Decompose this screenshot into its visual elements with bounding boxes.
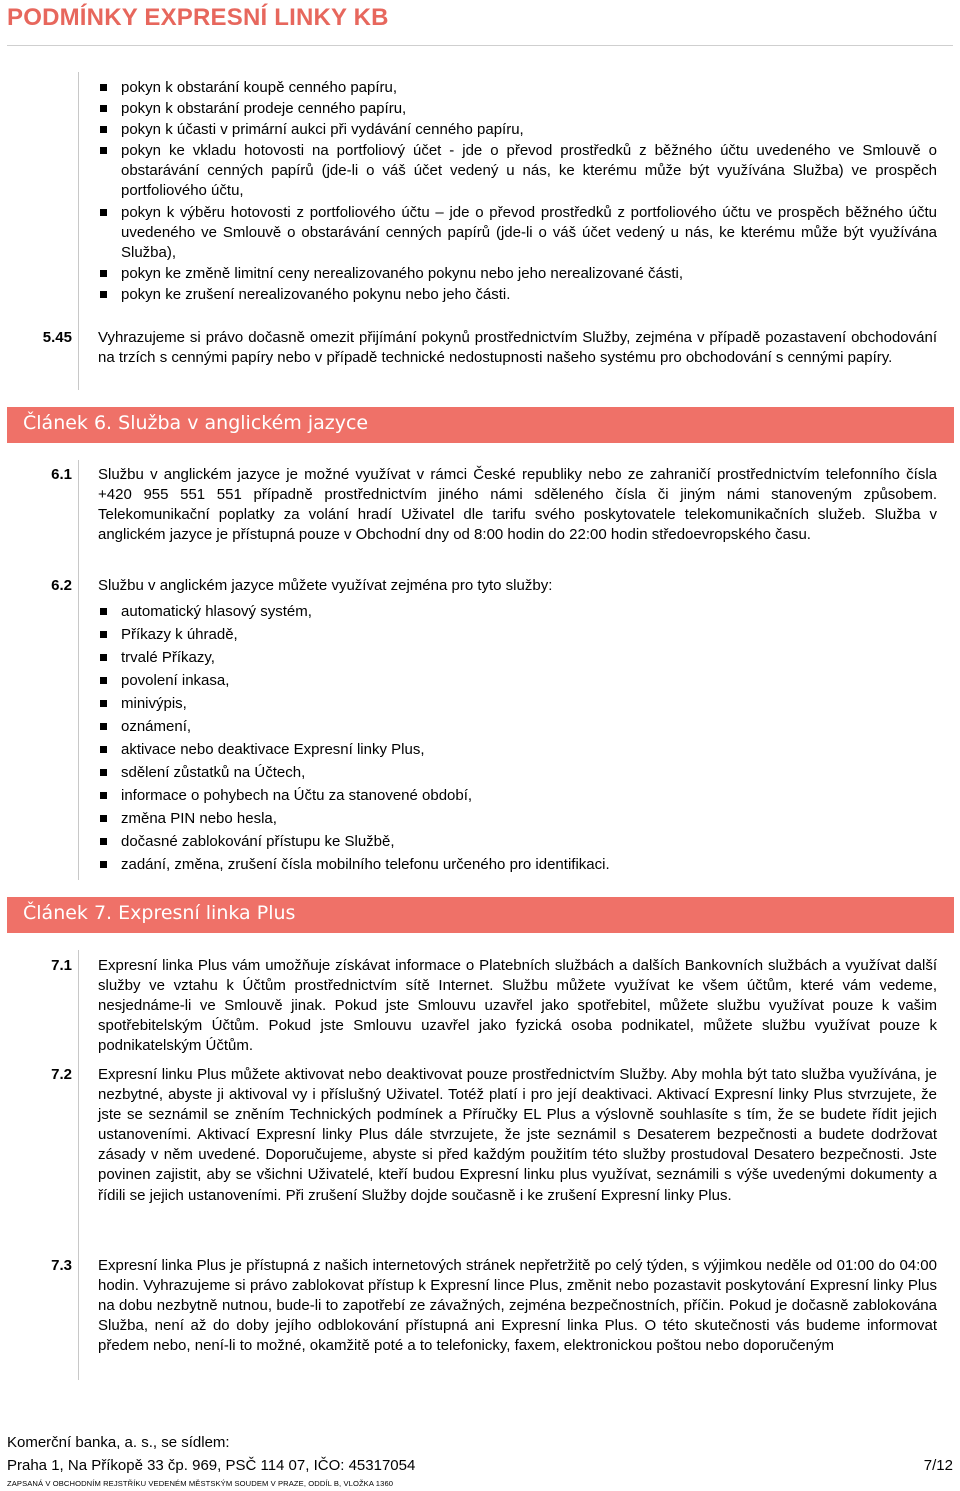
article-heading [7, 897, 954, 933]
list-item: pokyn k účasti v primární aukci při vydávání cenného papíru, [98, 120, 937, 140]
clause-text: Expresní linka Plus vám umožňuje získávat informace o Platebních službách a dalších Bankovních službách a využívat další služby ve vztahu k Účtům prostřednictvím sítě Internet. Službu můžete využívat ke všem účtům, které vám vedeme, nesjednáme-li ve Smlouvě jinak. Pokud jste Smlouvu uzavřel jako spotřebitel, můžete službu využívat pouze k vašim spotřebitelským Účtům. Pokud jste Smlouvu uzavřel jako fyzická osoba podnikatel, můžete službu využívat pouze k podnikatelským Účtům. [98, 957, 937, 1055]
list-item: pokyn k výběru hotovosti z portfoliového účtu – jde o převod prostředků z portfoliového účtu ve prospěch běžného účtu uvedeného ve Smlouvě o obstarávání cenných papírů (jde-li o váš účet vedený u nás, ke kterému může být využívána Služba), [98, 203, 937, 263]
clause-text: Vyhrazujeme si právo dočasně omezit přijímání pokynů prostřednictvím Služby, zejména v případě pozastavení obchodování na trzích s cennými papíry nebo v případě technické nedostupnosti našeho systému pro obchodování s cennými papíry. [98, 329, 937, 367]
list-item: pokyn k obstarání prodeje cenného papíru, [98, 99, 937, 119]
list-item: zadání, změna, zrušení čísla mobilního telefonu určeného pro identifikaci. [98, 855, 937, 875]
clause-number: 7.1 [51, 957, 72, 974]
footer-company: Komerční banka, a. s., se sídlem: [7, 1434, 230, 1451]
list-item: automatický hlasový systém, [98, 602, 937, 622]
english-services-list [98, 602, 937, 878]
section-rule [78, 950, 79, 1380]
clause-number: 5.45 [42, 329, 72, 346]
list-item: sdělení zůstatků na Účtech, [98, 763, 937, 783]
clause-text: Službu v anglickém jazyce můžete využívat zejména pro tyto služby: [98, 577, 553, 594]
clause-number: 7.2 [51, 1066, 72, 1083]
page-number: 7/12 [923, 1457, 953, 1474]
list-item: pokyn ke změně limitní ceny nerealizovaného pokynu nebo jeho nerealizované části, [98, 264, 937, 284]
clause-text: Expresní linka Plus je přístupná z našich internetových stránek nepřetržitě po celý týden, s výjimkou neděle od 01:00 do 04:00 hodin. Vyhrazujeme si právo zablokovat přístup k Expresní lince Plus, změnit nebo pozastavit poskytování Expresní linky Plus na dobu nezbytně nutnou, bude-li to zapotřebí ze závažných, zejména bezpečnostních, příčin. Pokud je dočasně zablokována Služba, není až do doby jejího odblokování přístupná ani Expresní linka Plus. O této skutečnosti vás budeme informovat předem nebo, není-li to možné, okamžitě poté a to telefonicky, faxem, elektronickou poštou nebo doporučeným [98, 1257, 937, 1355]
footer-registry: ZAPSANÁ V OBCHODNÍM REJSTŘÍKU VEDENÉM MĚSTSKÝM SOUDEM V PRAZE, ODDÍL B, VLOŽKA 1360 [7, 1479, 394, 1488]
article-heading [7, 407, 954, 443]
list-item: pokyn k obstarání koupě cenného papíru, [98, 78, 937, 98]
title-divider [7, 45, 953, 46]
section-rule [78, 72, 79, 390]
clause-number: 6.2 [51, 577, 72, 594]
clause-number: 7.3 [51, 1257, 72, 1274]
clause-text: Expresní linku Plus můžete aktivovat nebo deaktivovat pouze prostřednictvím Služby. Aby mohla být tato služba využívána, je nezbytné, abyste ji aktivoval vy i příslušný Uživatel. Totéž platí i pro její deaktivaci. Aktivací Expresní linky Plus stvrzujete, že jste se seznámil se zněním Technických podmínek a Příručky EL Plus a výslovně souhlasíte s tím, že se budete řídit jejich ustanoveními. Aktivací Expresní linky Plus dále stvrzujete, že jste seznámil s Desaterem bezpečnosti a budete dodržovat zásady v něm uvedené. Doporučujeme, abyste si před každým použitím této služby prostudoval Desatero bezpečnosti. Jste povinen zajistit, aby se všichni Uživatelé, kteří budou Expresní linku plus využívat, seznámili s výše uvedenými dokumenty a řídili se jejich ustanoveními. Při zrušení Služby dojde současně i ke zrušení Expresní linky Plus. [98, 1066, 937, 1204]
list-item: pokyn ke zrušení nerealizovaného pokynu nebo jeho části. [98, 285, 937, 305]
clause-text: Službu v anglickém jazyce je možné využívat v rámci České republiky nebo ze zahraničí prostřednictvím telefonního čísla +420 955 551 551 případně prostřednictvím jiného námi sděleného čísla či jiným námi stanoveným způsobem. Telekomunikační poplatky za volání hradí Uživatel dle tarifu svého poskytovatele telekomunikačních služeb. Služba v anglickém jazyce je přístupná pouze v Obchodní dny od 8:00 hodin do 22:00 hodin středoevropského času. [98, 466, 937, 544]
list-item: pokyn ke vkladu hotovosti na portfoliový účet - jde o převod prostředků z běžného účtu uvedeného ve Smlouvě o obstarávání cenných papírů (jde-li o váš účet vedený u nás, ke kterému může být využívána Služba) ve prospěch portfoliového účtu, [98, 141, 937, 201]
section-rule [78, 460, 79, 880]
list-item: dočasné zablokování přístupu ke Službě, [98, 832, 937, 852]
page-title: PODMÍNKY EXPRESNÍ LINKY KB [7, 4, 389, 31]
list-item: změna PIN nebo hesla, [98, 809, 937, 829]
article-heading-label: Článek 6. Služba v anglickém jazyce [23, 412, 369, 434]
footer-address: Praha 1, Na Příkopě 33 čp. 969, PSČ 114 07, IČO: 45317054 [7, 1457, 416, 1474]
list-item: povolení inkasa, [98, 671, 937, 691]
list-item: informace o pohybech na Účtu za stanovené období, [98, 786, 937, 806]
order-types-list [98, 78, 937, 306]
list-item: aktivace nebo deaktivace Expresní linky Plus, [98, 740, 937, 760]
list-item: trvalé Příkazy, [98, 648, 937, 668]
list-item: Příkazy k úhradě, [98, 625, 937, 645]
list-item: oznámení, [98, 717, 937, 737]
clause-number: 6.1 [51, 466, 72, 483]
list-item: minivýpis, [98, 694, 937, 714]
article-heading-label: Článek 7. Expresní linka Plus [23, 902, 296, 924]
